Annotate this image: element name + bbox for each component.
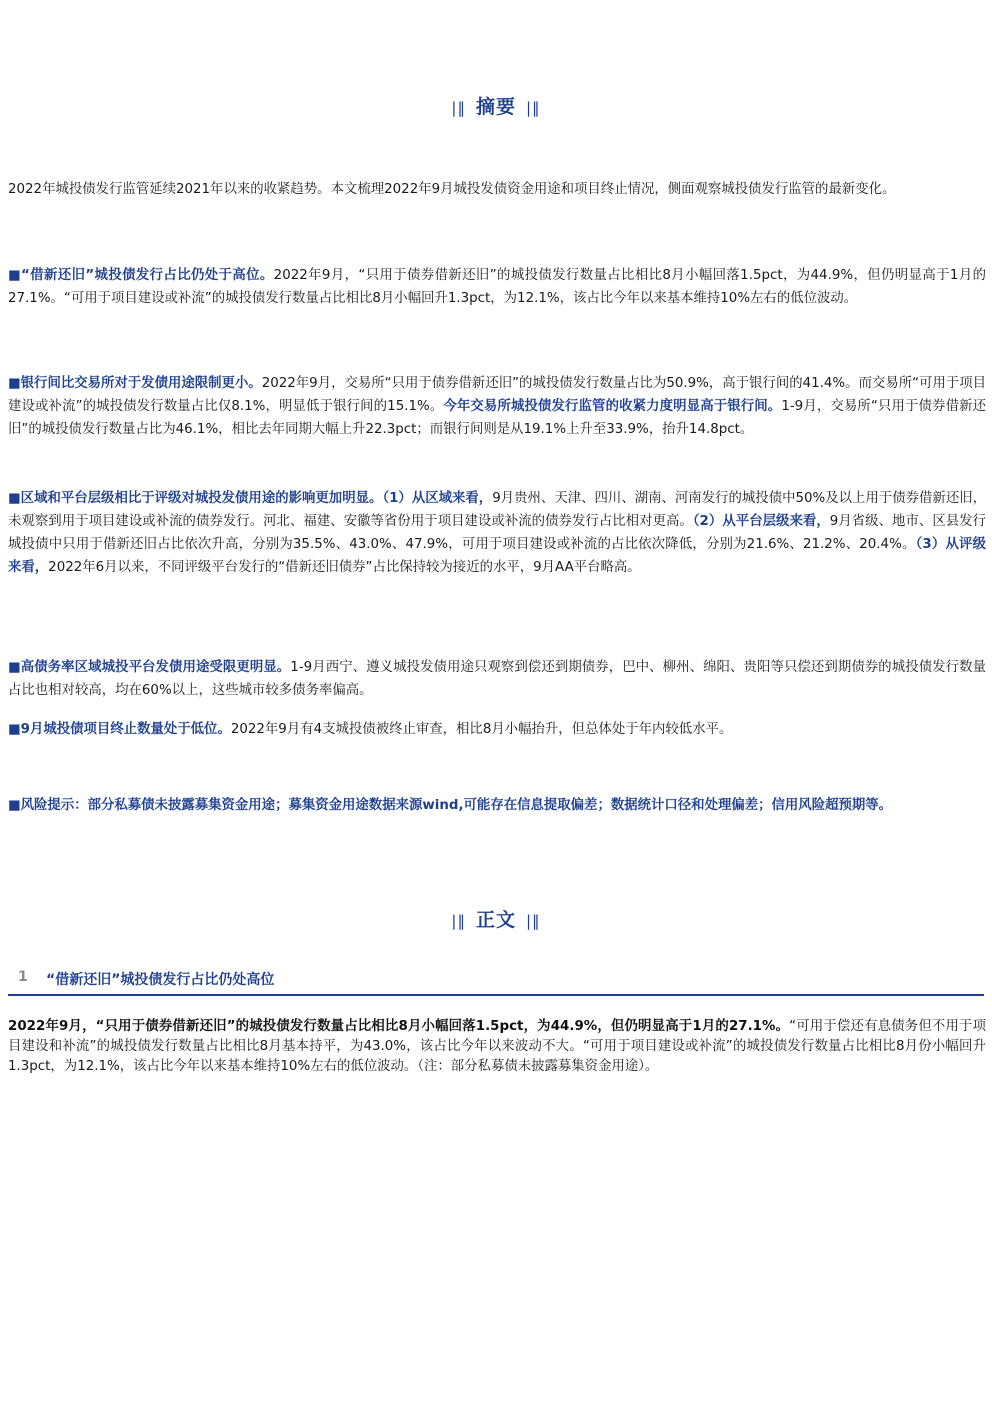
point-3-sub-3: （3）从评级来看， <box>8 537 987 575</box>
point-3-sub-2: （2）从平台层级来看， <box>692 514 830 529</box>
section-number: 1 <box>18 969 28 985</box>
summary-point-4 <box>8 656 986 702</box>
point-1-heading: “借新还旧”城投债发行占比仍处于高位。 <box>21 268 274 283</box>
summary-point-2 <box>8 372 986 441</box>
section-1-heading <box>8 965 984 996</box>
summary-heading <box>0 92 992 119</box>
point-3-text-2: 9月省级、地市、区县发行城投债中只用于借新还旧占比依次升高，分别为35.5%、43.0%、47.9%，可用于项目建设或补流的占比依次降低，分别为21.6%、21.2%、20.4%。 <box>8 514 986 552</box>
summary-title: 摘要 <box>475 96 516 118</box>
section-1-bold-text: 2022年9月，“只用于债券借新还旧”的城投债发行数量占比相比8月小幅回落1.5pct，为44.9%，但仍明显高于1月的27.1%。 <box>8 1019 790 1034</box>
point-3-text-3: 2022年6月以来，不同评级平台发行的“借新还旧债券”占比保持较为接近的水平，9月AA平台略高。 <box>48 560 641 575</box>
point-2-emphasis: 今年交易所城投债发行监管的收紧力度明显高于银行间。 <box>443 399 782 414</box>
bullet-square-icon: ■ <box>8 798 21 813</box>
point-4-heading: 高债务率区域城投平台发债用途受限更明显。 <box>20 660 291 675</box>
point-3-heading: 区域和平台层级相比于评级对城投发债用途的影响更加明显。 <box>20 491 383 506</box>
point-4-text: 1-9月西宁、遵义城投发债用途只观察到偿还到期债券，巴中、柳州、绵阳、贵阳等只偿还到期债券的城投债发行数量占比也相对较高，均在60%以上，这些城市较多债务率偏高。 <box>8 660 987 698</box>
point-2-text-2: 1-9月，交易所“只用于债券借新还旧”的城投债发行数量占比为46.1%，相比去年同期大幅上升22.3pct；而银行间则是从19.1%上升至33.9%，抬升14.8pct。 <box>8 399 987 437</box>
summary-point-3 <box>8 487 986 579</box>
summary-point-1 <box>8 264 986 310</box>
title-bar-left: |‖ <box>451 912 466 930</box>
point-5-heading: 9月城投债项目终止数量处于低位。 <box>20 722 231 737</box>
summary-point-5 <box>8 718 986 741</box>
body-heading <box>0 905 992 932</box>
title-bar-right: |‖ <box>526 99 541 117</box>
section-1-paragraph <box>8 1017 986 1077</box>
risk-warning <box>8 794 986 817</box>
point-5-text: 2022年9月有4支城投债被终止审查，相比8月小幅抬升，但总体处于年内较低水平。 <box>230 722 733 737</box>
bullet-square-icon: ■ <box>8 491 21 506</box>
risk-text: 风险提示：部分私募债未披露募集资金用途；募集资金用途数据来源wind,可能存在信息提取偏差；数据统计口径和处理偏差；信用风险超预期等。 <box>20 798 893 813</box>
bullet-square-icon: ■ <box>8 376 21 391</box>
title-bar-right: |‖ <box>526 912 541 930</box>
body-title: 正文 <box>475 909 516 931</box>
bullet-square-icon: ■ <box>8 268 22 283</box>
point-2-heading: 银行间比交易所对于发债用途限制更小。 <box>20 376 262 391</box>
intro-text: 2022年城投债发行监管延续2021年以来的收紧趋势。本文梳理2022年9月城投发债资金用途和项目终止情况，侧面观察城投债发行监管的最新变化。 <box>8 182 896 197</box>
bullet-square-icon: ■ <box>8 722 21 737</box>
point-1-text: 2022年9月，“只用于债券借新还旧”的城投债发行数量占比相比8月小幅回落1.5pct，为44.9%，但仍明显高于1月的27.1%。“可用于项目建设或补流”的城投债发行数量占比相比8月小幅回升1.3pct，为12.1%，该占比今年以来基本维持10%左右的低位波动。 <box>8 268 986 306</box>
section-1-text: “可用于偿还有息债务但不用于项目建设和补流”的城投债发行数量占比相比8月基本持平，为43.0%，该占比今年以来波动不大。“可用于项目建设或补流”的城投债发行数量占比相比8月份小幅回升1.3pct，为12.1%，该占比今年以来基本维持10%左右的低位波动。（注：部分私募债未披露募集资金用途）。 <box>8 1019 987 1074</box>
title-bar-left: |‖ <box>451 99 466 117</box>
point-2-text-1: 2022年9月，交易所“只用于债券借新还旧”的城投债发行数量占比为50.9%，高于银行间的41.4%。而交易所“可用于项目建设或补流”的城投债发行数量占比仅8.1%，明显低于银行间的15.1%。 <box>8 376 987 414</box>
point-3-text-1: 9月贵州、天津、四川、湖南、河南发行的城投债中50%及以上用于债券借新还旧，未观察到用于项目建设或补流的债券发行。河北、福建、安徽等省份用于项目建设或补流的债券发行占比相对更高。 <box>8 491 987 529</box>
intro-paragraph <box>8 178 986 201</box>
section-title: “借新还旧”城投债发行占比仍处高位 <box>46 972 275 988</box>
point-3-sub-1: （1）从区域来看， <box>382 491 493 506</box>
bullet-square-icon: ■ <box>8 660 21 675</box>
